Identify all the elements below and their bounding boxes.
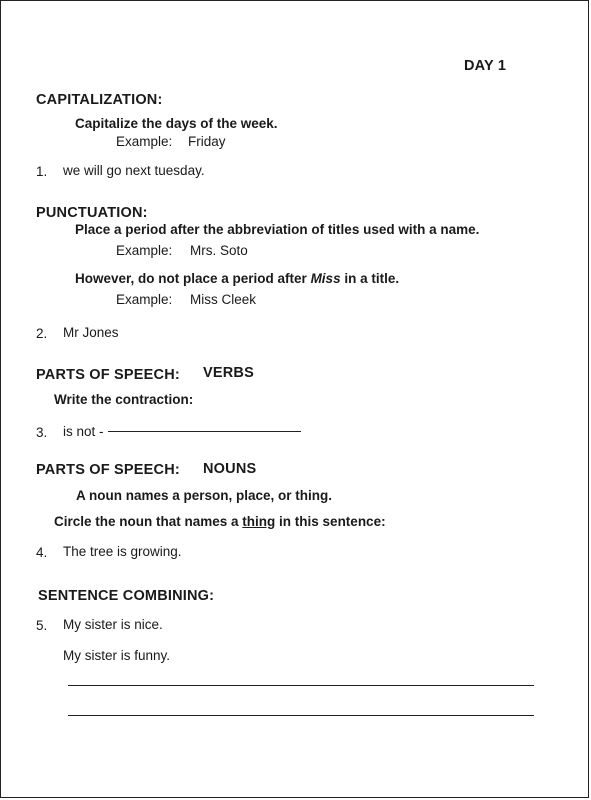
capitalization-example-label: Example: (116, 134, 173, 149)
item-text-2: Mr Jones (63, 325, 119, 340)
punctuation-example-2-label: Example: (116, 292, 173, 307)
combining-answer-line-2[interactable] (68, 715, 534, 716)
combining-sentence-1: My sister is nice. (63, 617, 163, 632)
verbs-subheading: VERBS (203, 365, 254, 381)
punctuation-example-1-label: Example: (116, 243, 173, 258)
punctuation-heading: PUNCTUATION: (36, 205, 148, 221)
combining-sentence-2: My sister is funny. (63, 648, 171, 663)
item-text-1: we will go next tuesday. (63, 163, 205, 178)
verbs-instruction: Write the contraction: (54, 392, 194, 407)
punctuation-rule-1: Place a period after the abbreviation of titles used with a name. (75, 222, 480, 237)
rule-2-italic-word: Miss (310, 271, 341, 286)
nouns-definition: A noun names a person, place, or thing. (76, 488, 333, 503)
item-number-4: 4. (36, 545, 48, 560)
nouns-instruction-after: in this sentence: (275, 514, 386, 529)
nouns-subheading: NOUNS (203, 461, 257, 477)
combining-answer-line-1[interactable] (68, 685, 534, 686)
verbs-heading: PARTS OF SPEECH: (36, 367, 180, 383)
nouns-heading: PARTS OF SPEECH: (36, 462, 180, 478)
combining-heading: SENTENCE COMBINING: (38, 588, 215, 604)
item-number-2: 2. (36, 326, 48, 341)
punctuation-example-1-value: Mrs. Soto (190, 243, 248, 258)
item-text-3: is not - (63, 424, 104, 439)
rule-2-text-before: However, do not place a period after (75, 271, 311, 286)
item-text-4: The tree is growing. (63, 544, 182, 559)
capitalization-example-value: Friday (188, 134, 226, 149)
punctuation-example-2-value: Miss Cleek (190, 292, 257, 307)
capitalization-rule: Capitalize the days of the week. (75, 116, 278, 131)
item-number-1: 1. (36, 164, 48, 179)
item-number-3: 3. (36, 425, 48, 440)
nouns-instruction-before: Circle the noun that names a (54, 514, 243, 529)
capitalization-heading: CAPITALIZATION: (36, 92, 163, 108)
day-label: DAY 1 (464, 58, 507, 74)
nouns-instruction-underlined: thing (242, 514, 276, 529)
contraction-answer-line[interactable] (108, 431, 301, 432)
rule-2-text-after: in a title. (340, 271, 400, 286)
item-number-5: 5. (36, 618, 48, 633)
nouns-instruction (54, 514, 386, 529)
punctuation-rule-2 (75, 271, 399, 286)
